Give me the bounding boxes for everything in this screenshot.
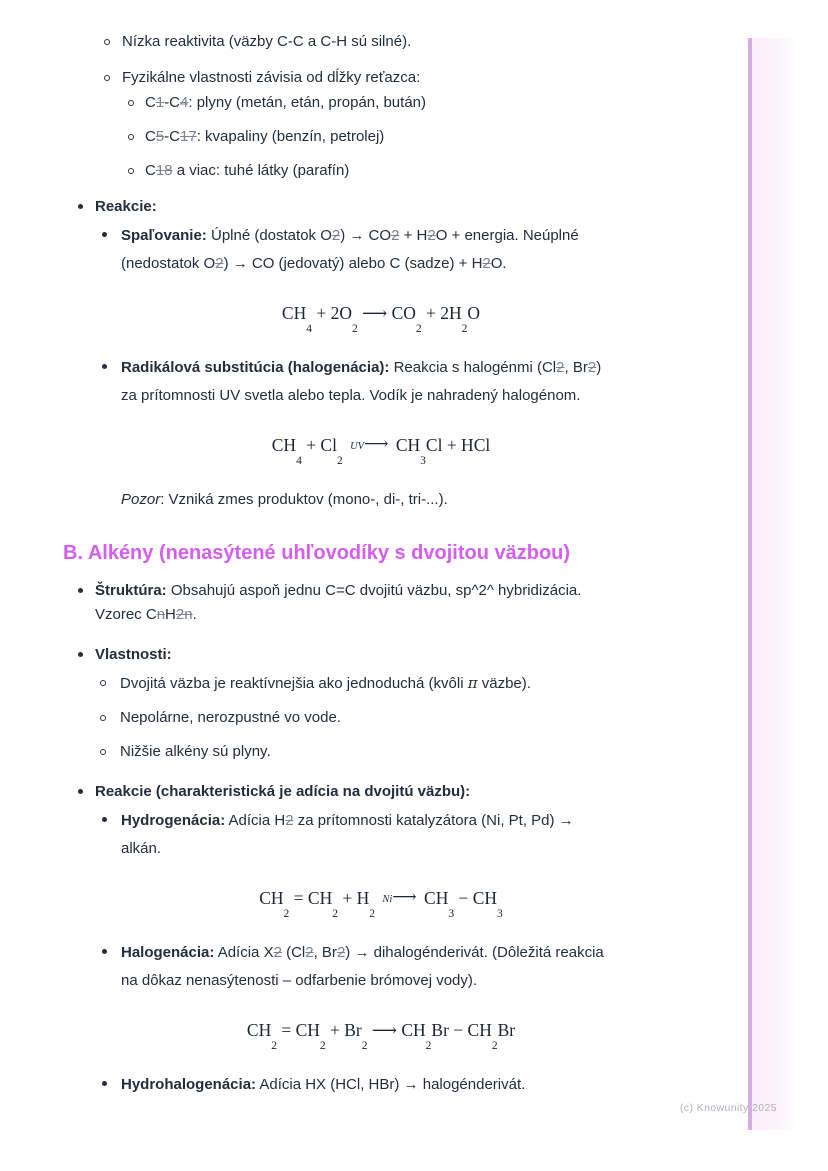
list-item-hydrogenation: [95, 807, 683, 920]
list-item-text: Hydrohalogenácia: Adícia HX (HCl, HBr) → halogénderivát.: [121, 1076, 526, 1093]
alkenes-list: [63, 579, 683, 1099]
chemical-formula-halogenation: CH 2 = CH 2 + Br 2 ⟶ CH 2 Br − CH 2 Br: [246, 1020, 516, 1052]
list-item-text: C18 a viac: tuhé látky (parafín): [145, 162, 350, 179]
alkane-reactions-list: [63, 195, 683, 514]
list-item-text: Spaľovanie: Úplné (dostatok O2) → CO2 + H2O + energia. Neúplné (nedostatok O2) → CO (jedovatý) alebo C (sadze) + H2O.: [121, 227, 579, 272]
list-item-text: Radikálová substitúcia (halogenácia): Reakcia s halogénmi (Cl2, Br2) za prítomnosti UV svetla alebo tepla. Vodík je nahradený halogénom.: [121, 359, 602, 404]
reactions-sublist: [95, 222, 683, 514]
list-item-alkene-reactions: [63, 780, 683, 1099]
list-item-text: Nižšie alkény sú plyny.: [120, 743, 271, 760]
list-item: [95, 706, 683, 730]
list-item: [63, 66, 683, 183]
list-item-structure: [63, 579, 683, 627]
chemical-formula-combustion: CH 4 + 2O 2 ⟶ CO 2 + 2H 2 O: [281, 303, 481, 335]
list-item: [95, 740, 683, 764]
list-item-substitution: [95, 354, 683, 514]
list-item-hydrohalogenation: [95, 1071, 683, 1099]
list-item-text: Hydrogenácia: Adícia H2 za prítomnosti katalyzátora (Ni, Pt, Pd) → alkán.: [121, 812, 574, 857]
chain-length-sublist: [122, 91, 683, 183]
list-item-text: Dvojitá väzba je reaktívnejšia ako jednoduchá (kvôli π väzbe).: [120, 674, 531, 692]
list-item-combustion: [95, 222, 683, 335]
page-edge-stripe: [748, 38, 796, 1130]
list-item-text: Štruktúra: Obsahujú aspoň jednu C=C dvojitú väzbu, sp^2^ hybridizácia. Vzorec CnH2n.: [95, 582, 582, 623]
alkene-reactions-sublist: [95, 807, 683, 1099]
list-item-text: Halogenácia: Adícia X2 (Cl2, Br2) → dihalogénderivát. (Dôležitá reakcia na dôkaz nenasýtenosti – odfarbenie brómovej vody).: [121, 944, 604, 989]
list-item: [122, 125, 683, 149]
list-item-text: C1-C4: plyny (metán, etán, propán, bután): [145, 94, 427, 111]
list-item: [122, 159, 683, 183]
properties-title: Vlastnosti:: [95, 646, 172, 663]
list-item-text: C5-C17: kvapaliny (benzín, petrolej): [145, 128, 385, 145]
list-item-text: Nepolárne, nerozpustné vo vode.: [120, 709, 341, 726]
section-heading-alkenes: B. Alkény (nenasýtené uhľovodíky s dvojitou väzbou): [63, 542, 571, 564]
list-item: [122, 91, 683, 115]
list-item-halogenation: [95, 939, 683, 1052]
chemical-formula-substitution: CH 4 + Cl 2 UV⟶ CH 3 Cl + HCl: [271, 434, 491, 467]
watermark: (c) Knowunity 2025: [679, 1102, 777, 1114]
alkane-properties-list: [63, 30, 683, 183]
reactions-title: Reakcie:: [95, 198, 157, 215]
chemical-formula-hydrogenation: CH 2 = CH 2 + H 2 Ni⟶ CH 3 − CH 3: [259, 887, 503, 920]
pozor-note: Pozor: Vzniká zmes produktov (mono-, di-, tri-...).: [121, 491, 448, 508]
list-item-properties: [63, 643, 683, 764]
list-item: [63, 30, 683, 54]
notes-content: [63, 30, 683, 1115]
list-item: [95, 671, 683, 696]
list-item-text: Fyzikálne vlastnosti závisia od dĺžky reťazca:: [122, 69, 421, 86]
properties-sublist: [95, 671, 683, 764]
list-item-text: Nízka reaktivita (väzby C-C a C-H sú silné).: [122, 33, 412, 50]
list-item: [63, 195, 683, 514]
alkene-reactions-title: Reakcie (charakteristická je adícia na dvojitú väzbu):: [95, 783, 471, 800]
